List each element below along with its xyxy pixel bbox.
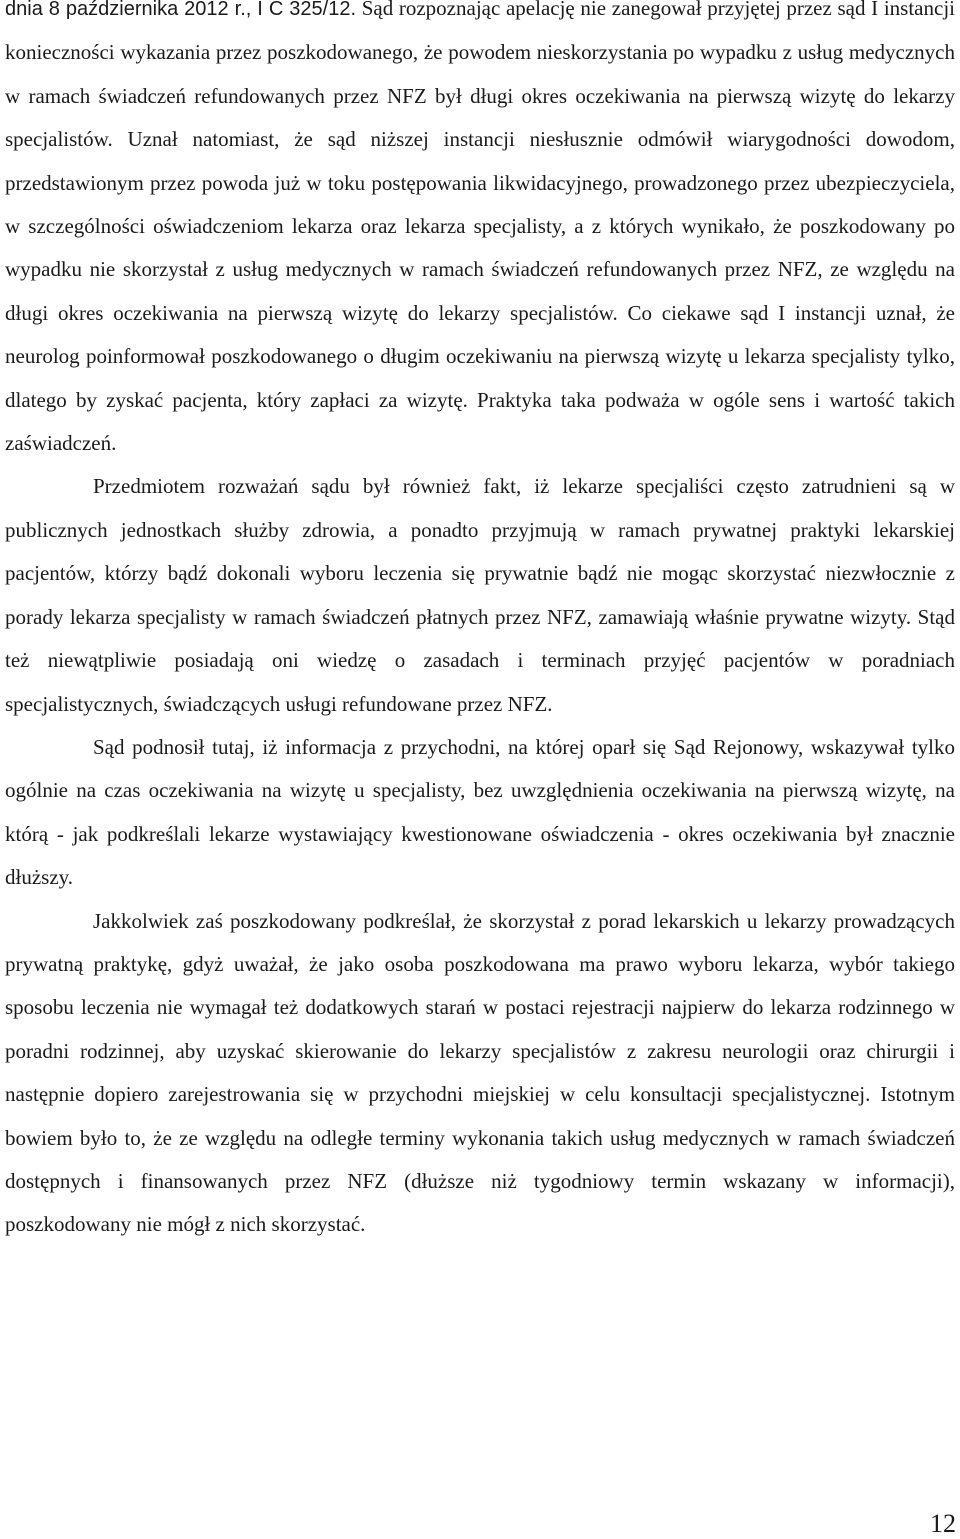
paragraph-2: Przedmiotem rozważań sądu był również fakt, iż lekarze specjaliści często zatrudnieni są w publicznych jednostkach służby zdrowia, a ponadto przyjmują w ramach prywatnej praktyki lekarskiej pacjentów, którzy bądź dokonali wyboru leczenia się prywatnie bądź nie mogąc skorzystać niezwłocznie z porady lekarza specjalisty w ramach świadczeń płatnych przez NFZ, zamawiają właśnie prywatne wizyty. Stąd też niewątpliwie posiadają oni wiedzę o zasadach i terminach przyjęć pacjentów w poradniach specjalistycznych, świadczących usługi refundowane przez NFZ. <box>5 474 955 716</box>
paragraph-1-body: Sąd rozpoznając apelację nie zanegował przyjętej przez sąd I instancji konieczności wykazania przez poszkodowanego, że powodem nieskorzystania po wypadku z usług medycznych w ramach świadczeń refundowanych przez NFZ był długi okres oczekiwania na pierwszą wizytę do lekarzy specjalistów. Uznał natomiast, że sąd niższej instancji niesłusznie odmówił wiarygodności dowodom, przedstawionym przez powoda już w toku postępowania likwidacyjnego, prowadzonego przez ubezpieczyciela, w szczególności oświadczeniom lekarza oraz lekarza specjalisty, a z których wynikało, że poszkodowany po wypadku nie skorzystał z usług medycznych w ramach świadczeń refundowanych przez NFZ, ze względu na długi okres oczekiwania na pierwszą wizytę do lekarzy specjalistów. Co ciekawe sąd I instancji uznał, że neurolog poinformował poszkodowanego o długim oczekiwaniu na pierwszą wizytę u lekarza specjalisty tylko, dlatego by zyskać pacjenta, który zapłaci za wizytę. Praktyka taka podważa w ogóle sens i wartość takich zaświadczeń. <box>5 0 955 456</box>
paragraph-4: Jakkolwiek zaś poszkodowany podkreślał, że skorzystał z porad lekarskich u lekarzy prowadzących prywatną praktykę, gdyż uważał, że jako osoba poszkodowana ma prawo wyboru lekarza, wybór takiego sposobu leczenia nie wymagał też dodatkowych starań w postaci rejestracji najpierw do lekarza rodzinnego w poradni rodzinnej, aby uzyskać skierowanie do lekarzy specjalistów z zakresu neurologii oraz chirurgii i następnie dopiero zarejestrowania się w przychodni miejskiej w celu konsultacji specjalistycznej. Istotnym bowiem było to, że ze względu na odległe terminy wykonania takich usług medycznych w ramach świadczeń dostępnych i finansowanych przez NFZ (dłuższe niż tygodniowy termin wskazany w informacji), poszkodowany nie mógł z nich skorzystać. <box>5 908 955 1237</box>
paragraph-1 <box>5 0 955 465</box>
page-number: 12 <box>930 1509 956 1538</box>
document-page <box>5 0 955 1247</box>
paragraph-3: Sąd podnosił tutaj, iż informacja z przychodni, na której oparł się Sąd Rejonowy, wskazywał tylko ogólnie na czas oczekiwania na wizytę u specjalisty, bez uwzględnienia oczekiwania na pierwszą wizytę, na którą - jak podkreślali lekarze wystawiający kwestionowane oświadczenia - okres oczekiwania był znacznie dłuższy. <box>5 734 955 890</box>
paragraph-1-lead: dnia 8 października 2012 r., I C 325/12. <box>5 0 357 20</box>
